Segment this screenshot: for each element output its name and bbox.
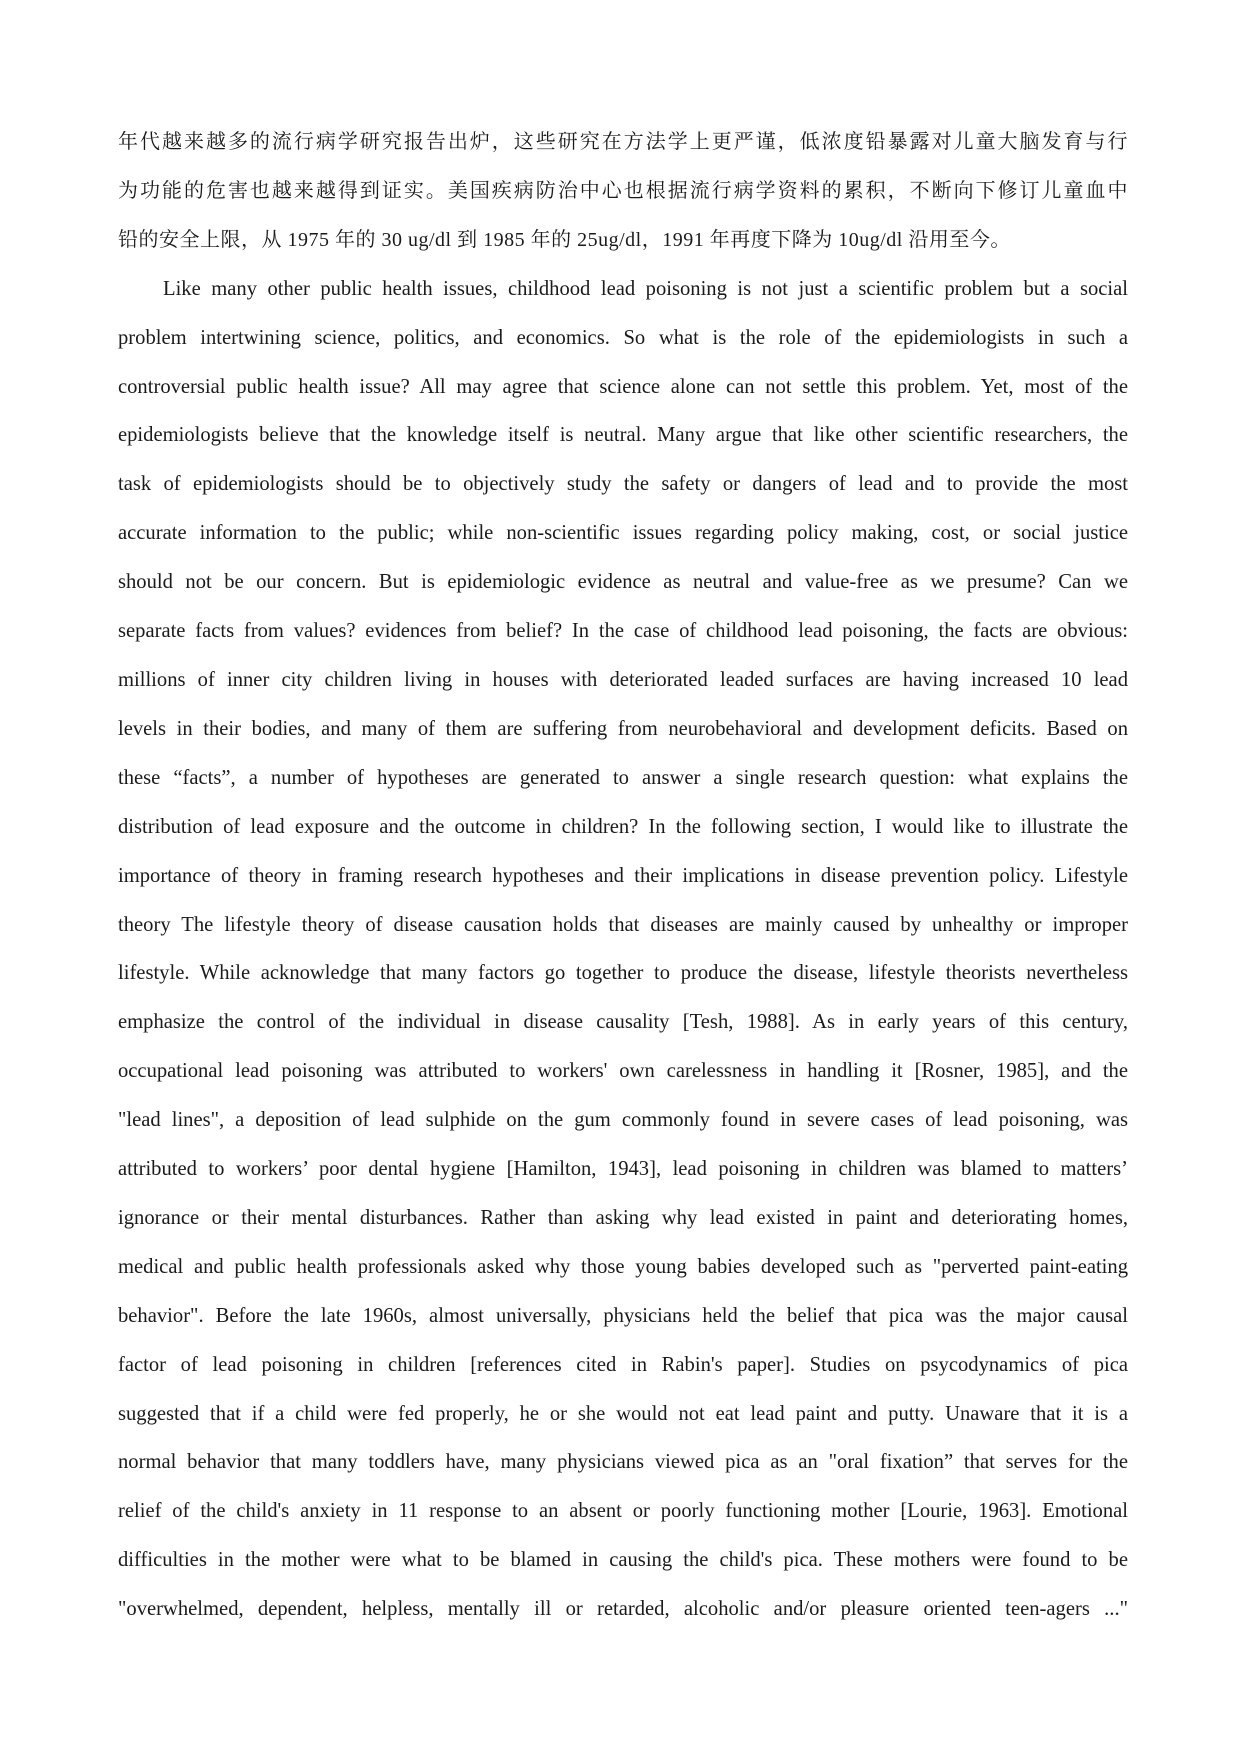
text-line: ignorance or their mental disturbances. Rather than asking why lead existed in paint and deteriorating homes, xyxy=(118,1206,1128,1229)
text-line: "overwhelmed, dependent, helpless, mentally ill or retarded, alcoholic and/or pleasure oriented teen-agers ..." xyxy=(118,1598,1128,1621)
text-line: factor of lead poisoning in children [references cited in Rabin's paper]. Studies on psycodynamics of pica xyxy=(118,1353,1128,1376)
text-line: 年代越来越多的流行病学研究报告出炉，这些研究在方法学上更严谨，低浓度铅暴露对儿童大脑发育与行 xyxy=(118,131,1128,153)
text-line: millions of inner city children living in houses with deteriorated leaded surfaces are having increased 10 lead xyxy=(118,668,1128,691)
text-line: relief of the child's anxiety in 11 response to an absent or poorly functioning mother [Lourie, 1963]. Emotional xyxy=(118,1500,1128,1523)
text-line: normal behavior that many toddlers have, many physicians viewed pica as an "oral fixation” that serves for the xyxy=(118,1451,1128,1474)
text-line: task of epidemiologists should be to objectively study the safety or dangers of lead and to provide the most xyxy=(118,473,1128,496)
text-line: occupational lead poisoning was attributed to workers' own carelessness in handling it [Rosner, 1985], and the xyxy=(118,1060,1128,1083)
text-line: 为功能的危害也越来越得到证实。美国疾病防治中心也根据流行病学资料的累积，不断向下修订儿童血中 xyxy=(118,179,1128,202)
text-line: Like many other public health issues, childhood lead poisoning is not just a scientific problem but a social xyxy=(163,277,1128,300)
text-line: suggested that if a child were fed properly, he or she would not eat lead paint and putty. Unaware that it is a xyxy=(118,1402,1128,1425)
text-line: accurate information to the public; while non-scientific issues regarding policy making, cost, or social justice xyxy=(118,522,1128,545)
text-line: theory The lifestyle theory of disease causation holds that diseases are mainly caused by unhealthy or improper xyxy=(118,913,1128,936)
text-line: epidemiologists believe that the knowledge itself is neutral. Many argue that like other scientific researchers, the xyxy=(118,424,1128,447)
text-line: difficulties in the mother were what to be blamed in causing the child's pica. These mothers were found to be xyxy=(118,1549,1128,1572)
text-line: importance of theory in framing research hypotheses and their implications in disease prevention policy. Lifestyle xyxy=(118,864,1128,887)
text-line: emphasize the control of the individual in disease causality [Tesh, 1988]. As in early years of this century, xyxy=(118,1011,1128,1034)
text-line: distribution of lead exposure and the outcome in children? In the following section, I would like to illustrate the xyxy=(118,815,1128,838)
document-page xyxy=(118,118,1128,1634)
text-line: behavior". Before the late 1960s, almost universally, physicians held the belief that pica was the major causal xyxy=(118,1304,1128,1327)
text-line: these “facts”, a number of hypotheses are generated to answer a single research question: what explains the xyxy=(118,766,1128,789)
text-line: should not be our concern. But is epidemiologic evidence as neutral and value-free as we presume? Can we xyxy=(118,571,1128,594)
chinese-paragraph xyxy=(118,118,1128,265)
text-line: lifestyle. While acknowledge that many factors go together to produce the disease, lifestyle theorists nevertheless xyxy=(118,962,1128,985)
text-line: "lead lines", a deposition of lead sulphide on the gum commonly found in severe cases of lead poisoning, was xyxy=(118,1109,1128,1132)
text-line: medical and public health professionals asked why those young babies developed such as "perverted paint-eating xyxy=(118,1255,1128,1278)
english-paragraph xyxy=(118,265,1128,1634)
text-line: levels in their bodies, and many of them are suffering from neurobehavioral and development deficits. Based on xyxy=(118,717,1128,740)
text-line: attributed to workers’ poor dental hygiene [Hamilton, 1943], lead poisoning in children was blamed to matters’ xyxy=(118,1158,1128,1181)
text-line: controversial public health issue? All may agree that science alone can not settle this problem. Yet, most of the xyxy=(118,375,1128,398)
text-line: separate facts from values? evidences from belief? In the case of childhood lead poisoning, the facts are obvious: xyxy=(118,620,1128,643)
text-line: 铅的安全上限，从 1975 年的 30 ug/dl 到 1985 年的 25ug/dl，1991 年再度下降为 10ug/dl 沿用至今。 xyxy=(118,228,1011,251)
text-line: problem intertwining science, politics, and economics. So what is the role of the epidemiologists in such a xyxy=(118,326,1128,349)
